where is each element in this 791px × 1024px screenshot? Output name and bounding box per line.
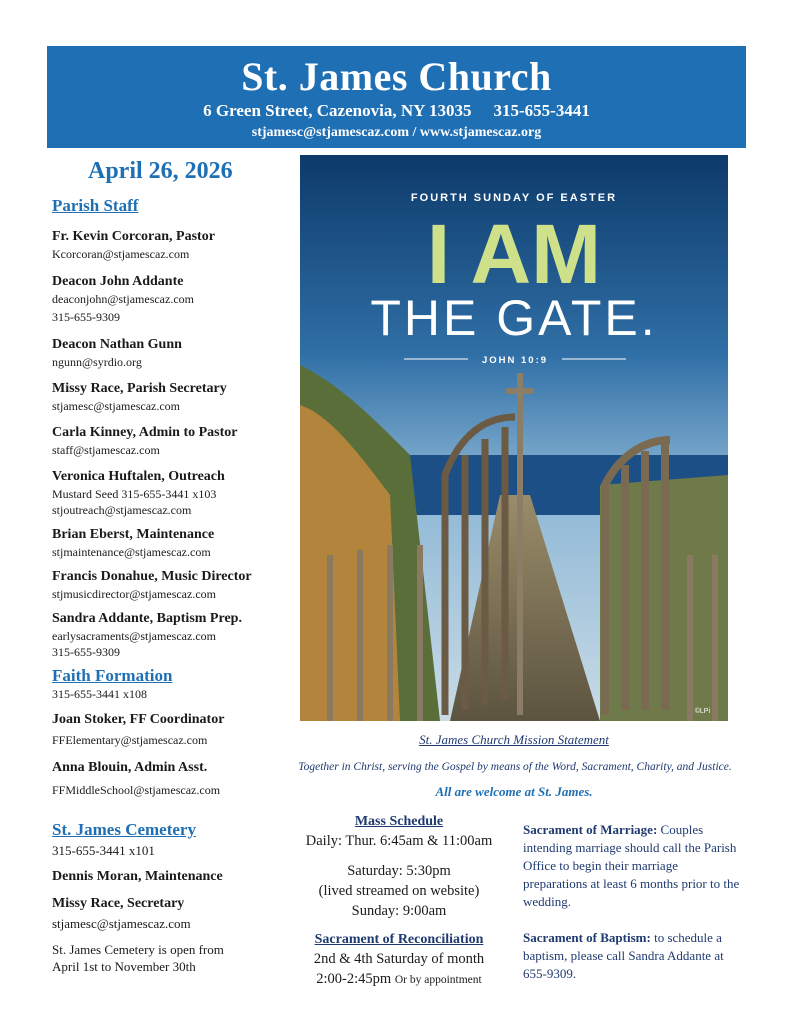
cover-kicker: FOURTH SUNDAY OF EASTER [410,192,618,204]
staff-entry [52,468,292,518]
baptism-text: to schedule a baptism, please call Sandra Addante at 655-9309. [523,930,724,981]
cover-image [300,155,728,721]
church-web-line: stjamesc@stjamescaz.com / www.stjamescaz.org [251,125,542,140]
bulletin-date: April 26, 2026 [88,158,233,184]
reconciliation-days: 2nd & 4th Saturday of month [313,951,485,967]
staff-name: Carla Kinney, Admin to Pastor [52,425,238,440]
cover-subhead: THE GATE. [370,290,658,346]
staff-name: Joan Stoker, FF Coordinator [52,712,225,727]
staff-email[interactable]: stjmaintenance@stjamescaz.com [52,545,211,559]
mission-title: St. James Church Mission Statement [419,732,609,747]
mass-saturday: Saturday: 5:30pm [347,863,451,879]
staff-name: Sandra Addante, Baptism Prep. [52,611,242,626]
welcome-text: All are welcome at St. James. [435,784,593,799]
staff-name: Anna Blouin, Admin Asst. [52,760,208,775]
church-name: St. James Church [241,54,552,99]
staff-name: Francis Donahue, Music Director [52,569,252,584]
reconciliation-time: 2:00-2:45pm [316,971,392,987]
staff-phone: 315-655-9309 [52,645,120,659]
staff-name: Brian Eberst, Maintenance [52,527,215,542]
staff-detail: Mustard Seed 315-655-3441 x103 [52,487,217,501]
marriage-label: Sacrament of Marriage: [523,822,658,837]
staff-email[interactable]: FFElementary@stjamescaz.com [52,733,208,747]
staff-entry [52,868,292,886]
staff-entry [52,610,292,660]
staff-email[interactable]: earlysacraments@stjamescaz.com [52,629,216,643]
staff-email[interactable]: deaconjohn@stjamescaz.com [52,292,194,306]
staff-entry [52,336,292,370]
sacraments [523,821,745,983]
church-address-line [47,100,746,122]
mass-schedule [292,813,506,990]
staff-name: Deacon Nathan Gunn [52,337,182,352]
cover-headline: I AM [426,207,602,301]
cemetery-heading: St. James Cemetery [52,820,196,839]
staff-entry [52,759,292,798]
staff-entry [52,273,292,325]
church-address: 6 Green Street, Cazenovia, NY 13035 [203,101,472,120]
staff-entry [52,380,292,414]
left-column [52,196,292,975]
staff-phone: 315-655-9309 [52,310,120,324]
reconciliation-note: Or by appointment [394,974,482,986]
marriage-info [523,821,745,911]
staff-email[interactable]: ngunn@syrdio.org [52,355,142,369]
staff-entry [52,526,292,560]
staff-name: Missy Race, Parish Secretary [52,381,227,396]
staff-name: Fr. Kevin Corcoran, Pastor [52,229,215,244]
church-phone: 315-655-3441 [493,101,590,120]
staff-entry [52,568,292,602]
faith-formation-phone: 315-655-3441 x108 [52,687,147,701]
mass-sunday: Sunday: 9:00am [351,903,447,919]
staff-name: Dennis Moran, Maintenance [52,869,223,884]
marriage-text: Couples intending marriage should call the Parish Office to begin their marriage preparations at least 6 months prior to the wedding. [523,822,740,909]
staff-email[interactable]: stjamesc@stjamescaz.com [52,916,191,931]
staff-email[interactable]: stjoutreach@stjamescaz.com [52,503,192,517]
faith-formation-heading: Faith Formation [52,666,173,685]
staff-entry [52,711,292,748]
parish-staff-heading: Parish Staff [52,196,139,215]
reconciliation-time-line [292,969,506,990]
baptism-info [523,929,745,983]
reconciliation-title: Sacrament of Reconciliation [314,932,484,947]
mass-streamed: (lived streamed on website) [318,883,480,899]
staff-entry [52,424,292,458]
staff-entry [52,228,292,262]
staff-email[interactable]: stjamesc@stjamescaz.com [52,399,181,413]
cover-credit: ©LPi [694,708,710,715]
header-banner [47,46,746,148]
cemetery-note: St. James Cemetery is open from April 1st to November 30th [52,942,224,974]
staff-name: Missy Race, Secretary [52,896,185,911]
mission-text: Together in Christ, serving the Gospel by means of the Word, Sacrament, Charity, and Justice. [298,761,732,773]
staff-email[interactable]: stjmusicdirector@stjamescaz.com [52,587,216,601]
cover-illustration [300,155,728,721]
staff-email[interactable]: FFMiddleSchool@stjamescaz.com [52,783,221,797]
cemetery-phone: 315-655-3441 x101 [52,843,155,858]
cover-reference: JOHN 10:9 [481,355,549,366]
staff-email[interactable]: staff@stjamescaz.com [52,443,160,457]
mass-schedule-title: Mass Schedule [354,814,444,829]
mass-daily: Daily: Thur. 6:45am & 11:00am [305,833,493,849]
staff-email[interactable]: Kcorcoran@stjamescaz.com [52,247,190,261]
staff-name: Deacon John Addante [52,274,184,289]
staff-name: Veronica Huftalen, Outreach [52,469,225,484]
staff-entry [52,895,292,932]
baptism-label: Sacrament of Baptism: [523,930,651,945]
